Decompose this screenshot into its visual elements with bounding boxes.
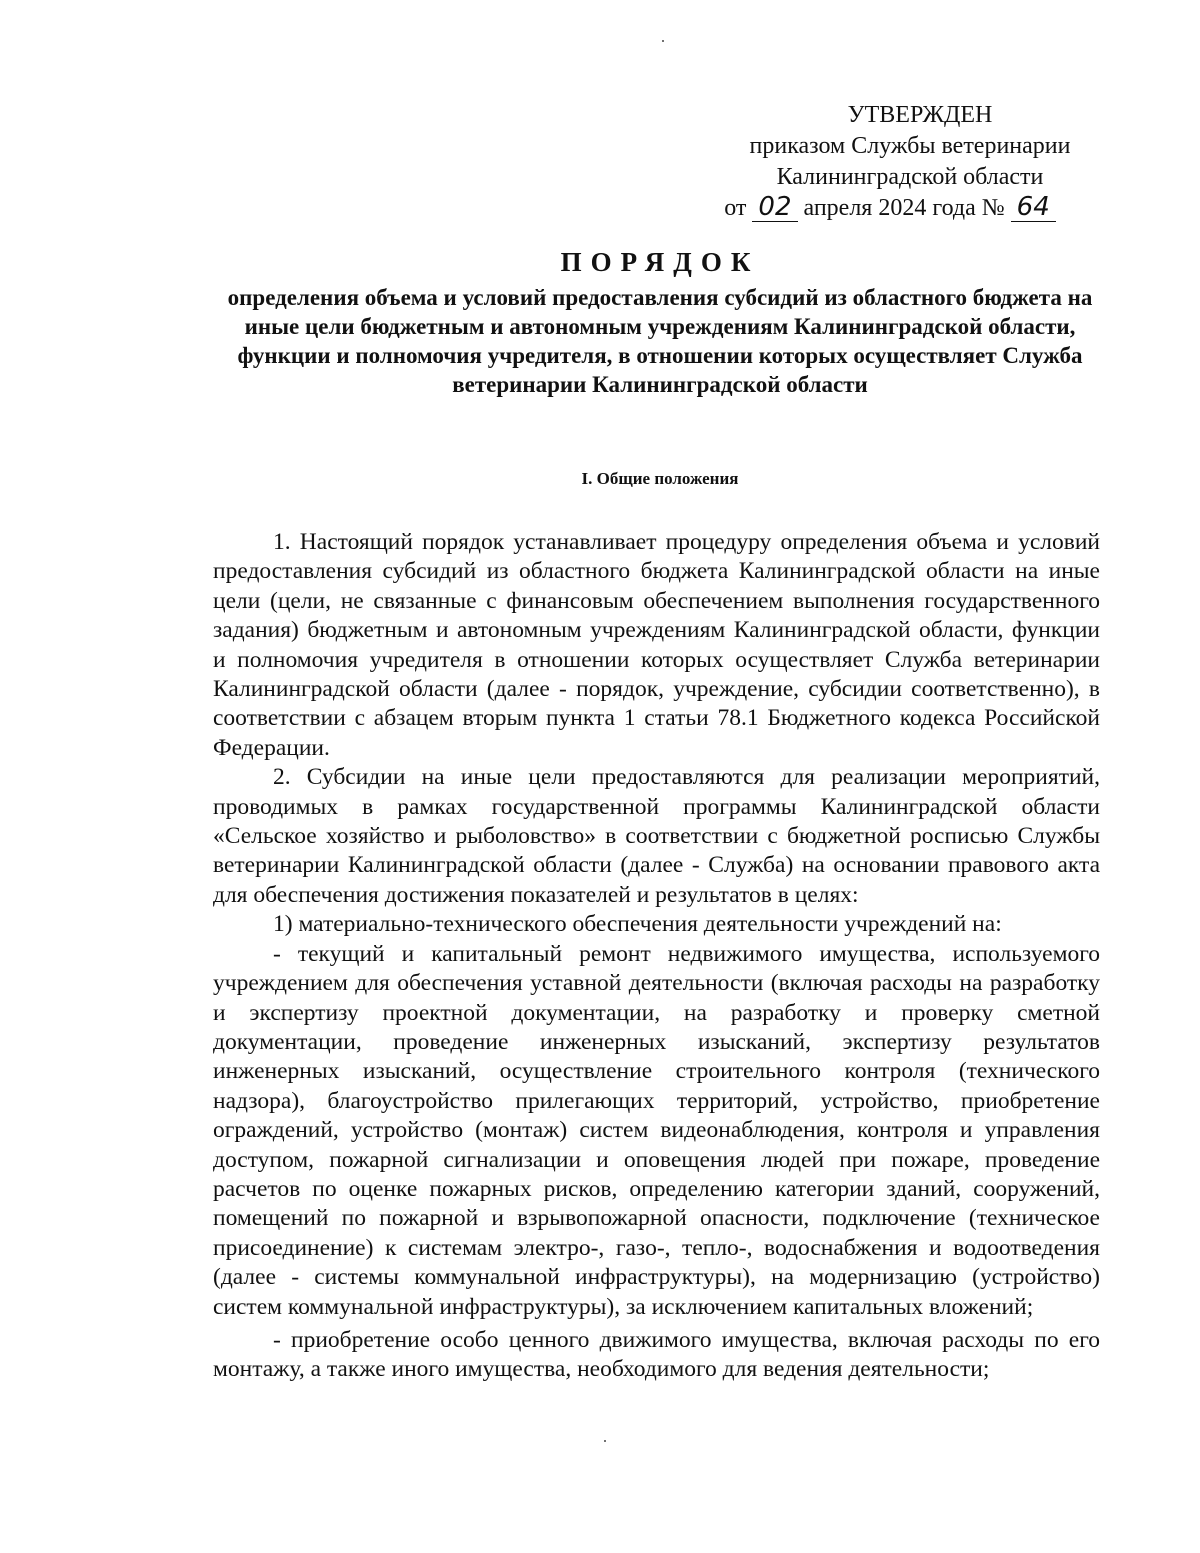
approval-title: УТВЕРЖДЕН bbox=[847, 102, 993, 128]
approval-issuer-line: приказом Службы ветеринарии bbox=[749, 133, 1071, 159]
document-subtitle: определения объема и условий предоставления субсидий из областного бюджета на иные цели бюджетным и автономным учреждениям Калининградской области, функции и полномочия учредителя, в отношении которых осуществляет Служба ветеринарии Калининградской области bbox=[227, 285, 1093, 397]
scan-speck bbox=[662, 40, 664, 42]
paragraph-repair: - текущий и капитальный ремонт недвижимого имущества, используемого учреждением для обеспечения уставной деятельности (включая расходы на разработку и экспертизу проектной документации, на разработку и проверку сметной документации, проведение инженерных изысканий, экспертизу результатов инженерных изысканий, осуществление строительного контроля (технического надзора), благоустройство прилегающих территорий, устройство, приобретение ограждений, устройство (монтаж) систем видеонаблюдения, контроля и управления доступом, пожарной сигнализации и оповещения людей при пожаре, проведение расчетов по оценке пожарных рисков, определению категории зданий, сооружений, помещений по пожарной и взрывопожарной опасности, подключение (техническое присоединение) к системам электро-, газо-, тепло-, водоснабжения и водоотведения (далее - системы коммунальной инфраструктуры), на модернизацию (устройство) систем коммунальной инфраструктуры), за исключением капитальных вложений; bbox=[213, 940, 1100, 1320]
handwritten-order-number: 64 bbox=[1011, 193, 1056, 222]
date-prefix: от bbox=[724, 195, 747, 221]
paragraph-item-1: 1) материально-технического обеспечения деятельности учреждений на: bbox=[273, 911, 1002, 938]
approval-date-line bbox=[660, 193, 1120, 224]
approval-region-line: Калининградской области bbox=[776, 164, 1044, 190]
paragraph-2: 2. Субсидии на иные цели предоставляются для реализации мероприятий, проводимых в рамках государственной программы Калининградской области «Сельское хозяйство и рыболовство» в соответствии с бюджетной росписью Службы ветеринарии Калининградской области (далее - Служба) на основании правового акта для обеспечения достижения показателей и результатов в целях: bbox=[213, 764, 1100, 908]
scan-speck bbox=[604, 1440, 606, 1442]
approval-stamp-block bbox=[700, 100, 1120, 224]
paragraph-property: - приобретение особо ценного движимого имущества, включая расходы по его монтажу, а также иного имущества, необходимого для ведения деятельности; bbox=[213, 1326, 1100, 1383]
body-text bbox=[213, 528, 1100, 1385]
date-middle: апреля 2024 года № bbox=[803, 195, 1005, 221]
document-title-block bbox=[200, 245, 1120, 399]
handwritten-day: 02 bbox=[752, 193, 797, 222]
document-title: ПОРЯДОК bbox=[560, 247, 760, 277]
paragraph-1: 1. Настоящий порядок устанавливает процедуру определения объема и условий предоставления субсидий из областного бюджета Калининградской области на иные цели (цели, не связанные с финансовым обеспечением выполнения государственного задания) бюджетным и автономным учреждениям Калининградской области, функции и полномочия учредителя в отношении которых осуществляет Служба ветеринарии Калининградской области (далее - порядок, учреждение, субсидии соответственно), в соответствии с абзацем вторым пункта 1 статьи 78.1 Бюджетного кодекса Российской Федерации. bbox=[213, 529, 1100, 761]
section-heading: I. Общие положения bbox=[581, 469, 739, 488]
